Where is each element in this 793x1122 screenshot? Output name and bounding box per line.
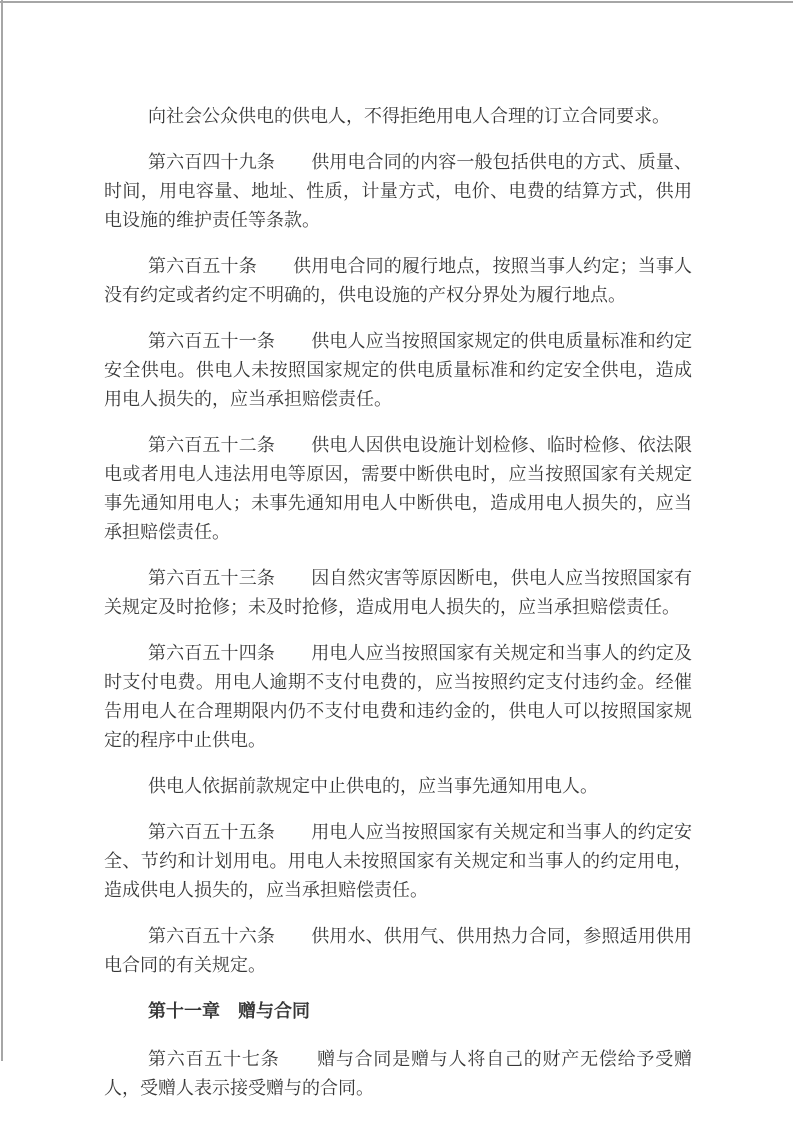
paragraph: 第六百四十九条 供用电合同的内容一般包括供电的方式、质量、时间，用电容量、地址、性质，计量方式，电价、电费的结算方式，供用电设施的维护责任等条款。 [104,152,692,230]
paragraph: 第六百五十四条 用电人应当按照国家有关规定和当事人的约定及时支付电费。用电人逾期不支付电费的，应当按照约定支付违约金。经催告用电人在合理期限内仍不支付电费和违约金的，供电人可以按照国家规定的程序中止供电。 [104,643,692,750]
paragraph: 第六百五十七条 赠与合同是赠与人将自己的财产无偿给予受赠人，受赠人表示接受赠与的合同。 [104,1049,692,1098]
paragraph: 第六百五十二条 供电人因供电设施计划检修、临时检修、依法限电或者用电人违法用电等原因，需要中断供电时，应当按照国家有关规定事先通知用电人；未事先通知用电人中断供电，造成用电人损失的，应当承担赔偿责任。 [104,435,692,542]
page-left-edge-line [1,0,3,1061]
paragraph: 供电人依据前款规定中止供电的，应当事先通知用电人。 [148,776,598,796]
paragraph: 第六百五十一条 供电人应当按照国家规定的供电质量标准和约定安全供电。供电人未按照国家规定的供电质量标准和约定安全供电，造成用电人损失的，应当承担赔偿责任。 [104,331,692,409]
paragraph: 第六百五十条 供用电合同的履行地点，按照当事人约定；当事人没有约定或者约定不明确的，供电设施的产权分界处为履行地点。 [104,256,692,305]
document-body [104,102,692,1120]
paragraph: 第六百五十三条 因自然灾害等原因断电，供电人应当按照国家有关规定及时抢修；未及时抢修，造成用电人损失的，应当承担赔偿责任。 [104,568,692,617]
paragraph: 第六百五十五条 用电人应当按照国家有关规定和当事人的约定安全、节约和计划用电。用电人未按照国家有关规定和当事人的约定用电，造成供电人损失的，应当承担赔偿责任。 [104,822,692,900]
paragraph: 第六百五十六条 供用水、供用气、供用热力合同，参照适用供用电合同的有关规定。 [104,926,692,975]
paragraph: 向社会公众供电的供电人，不得拒绝用电人合理的订立合同要求。 [148,106,670,126]
page-top-edge-line [0,1,793,3]
chapter-heading: 第十一章 赠与合同 [148,1001,310,1021]
